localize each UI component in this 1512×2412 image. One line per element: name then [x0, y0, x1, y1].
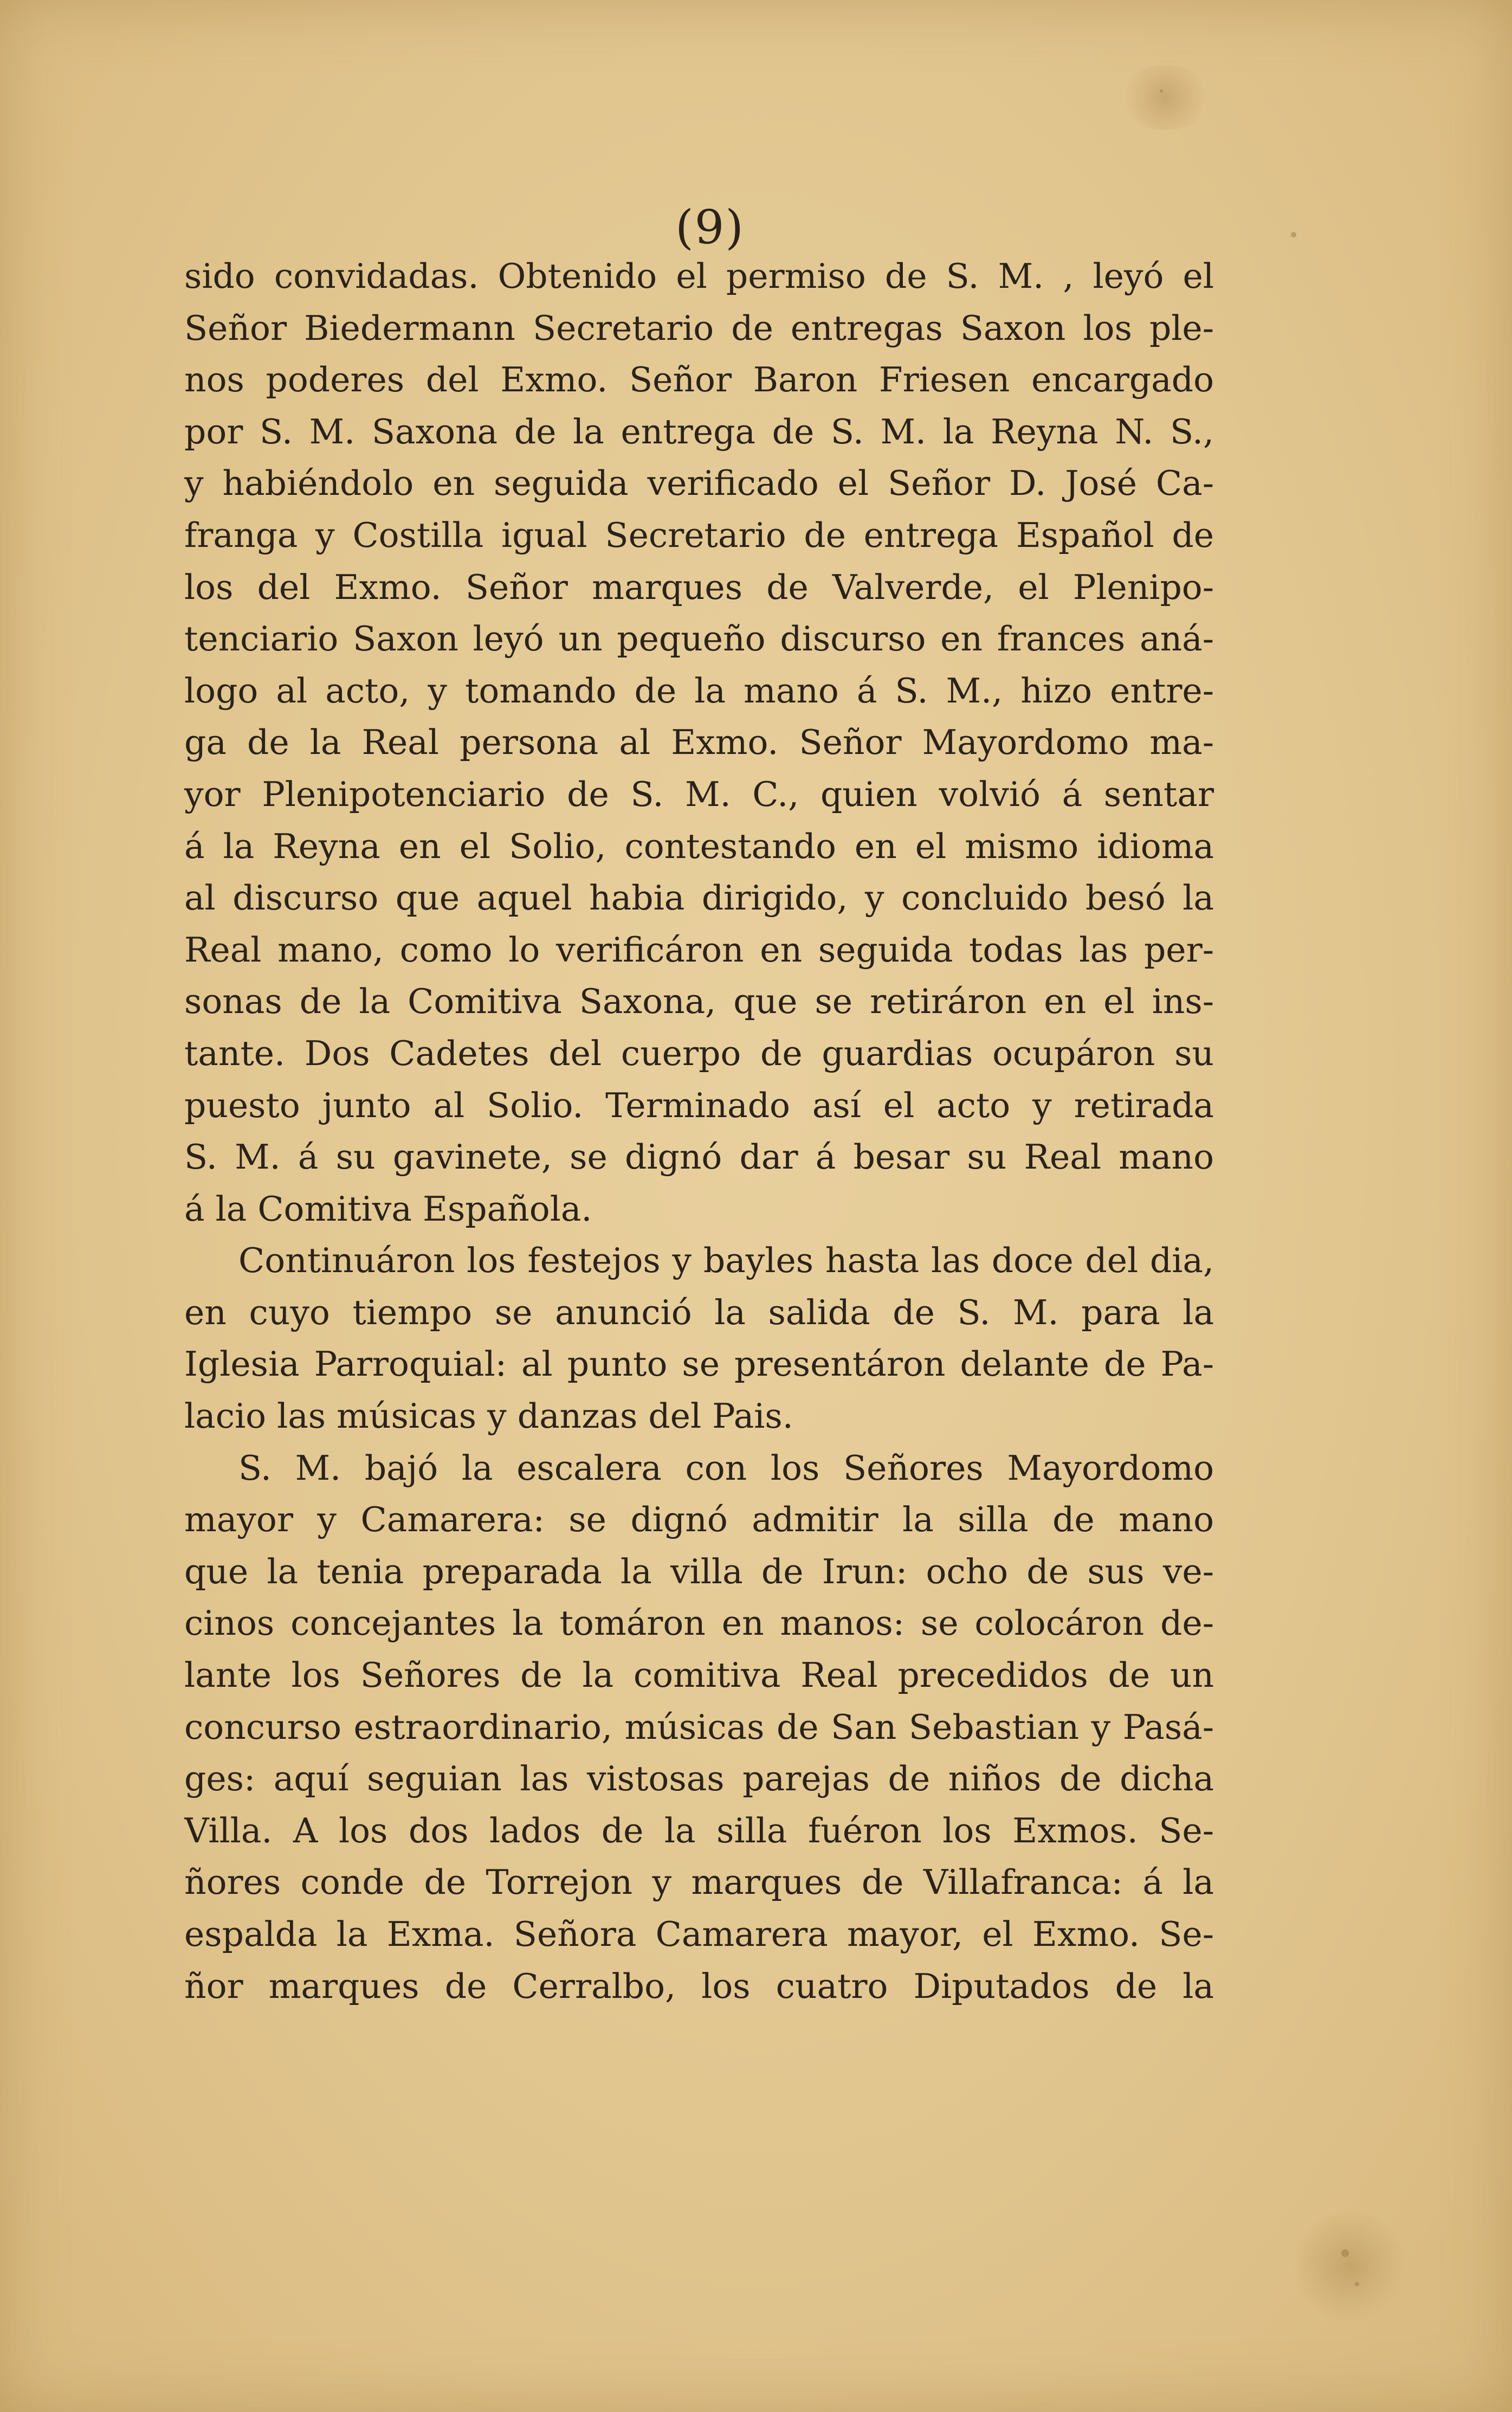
text-line: espalda la Exma. Señora Camarera mayor, el Exmo. Se- [184, 1914, 1214, 1954]
paper-speck [1341, 2249, 1349, 2257]
text-line: ges: aquí seguian las vistosas parejas de niños de dicha [184, 1759, 1214, 1799]
text-line: lante los Señores de la comitiva Real precedidos de un [184, 1655, 1214, 1695]
text-line: nos poderes del Exmo. Señor Baron Friesen encargado [184, 360, 1214, 400]
paper-speck [1291, 232, 1296, 237]
page-number: (9) [675, 201, 745, 255]
text-line: al discurso que aquel habia dirigido, y concluido besó la [184, 878, 1214, 918]
text-line: y habiéndolo en seguida verificado el Señor D. José Ca- [184, 463, 1214, 504]
paragraph-first-line: S. M. bajó la escalera con los Señores Mayordomo [238, 1448, 1214, 1488]
text-line: los del Exmo. Señor marques de Valverde, el Plenipo- [184, 567, 1214, 607]
text-line: sido convidadas. Obtenido el permiso de S. M. , leyó el [184, 256, 1214, 296]
paper-stain [1290, 2211, 1409, 2320]
text-line: á la Reyna en el Solio, contestando en el mismo idioma [184, 826, 1214, 866]
text-line: tante. Dos Cadetes del cuerpo de guardias ocupáron su [184, 1033, 1214, 1073]
paper-speck [1160, 89, 1163, 93]
text-line: puesto junto al Solio. Terminado así el acto y retirada [184, 1085, 1214, 1125]
text-line: ñores conde de Torrejon y marques de Villafranca: á la [184, 1862, 1214, 1902]
text-line: Iglesia Parroquial: al punto se presentáron delante de Pa- [184, 1344, 1214, 1384]
paper-stain [1116, 65, 1214, 130]
text-line: yor Plenipotenciario de S. M. C., quien volvió á sentar [184, 774, 1214, 814]
paragraph-first-line: Continuáron los festejos y bayles hasta las doce del dia, [238, 1241, 1214, 1281]
paper-speck [1355, 2282, 1359, 2286]
text-line: concurso estraordinario, músicas de San Sebastian y Pasá- [184, 1707, 1214, 1747]
text-line: Villa. A los dos lados de la silla fuéron los Exmos. Se- [184, 1810, 1214, 1850]
text-line: ga de la Real persona al Exmo. Señor Mayordomo ma- [184, 723, 1214, 763]
body-text [184, 250, 1214, 2012]
text-line: cinos concejantes la tomáron en manos: se colocáron de- [184, 1603, 1214, 1643]
paragraph-last-line: á la Comitiva Española. [184, 1189, 592, 1229]
text-line: franga y Costilla igual Secretario de entrega Español de [184, 515, 1214, 555]
text-line: mayor y Camarera: se dignó admitir la silla de mano [184, 1500, 1214, 1540]
text-line: tenciario Saxon leyó un pequeño discurso en frances aná- [184, 619, 1214, 659]
text-line: S. M. á su gavinete, se dignó dar á besar su Real mano [184, 1137, 1214, 1177]
paragraph-last-line: lacio las músicas y danzas del Pais. [184, 1396, 793, 1436]
text-line: ñor marques de Cerralbo, los cuatro Diputados de la [184, 1966, 1214, 2006]
text-line: Real mano, como lo verificáron en seguida todas las per- [184, 930, 1214, 970]
text-line: en cuyo tiempo se anunció la salida de S. M. para la [184, 1292, 1214, 1332]
text-line: logo al acto, y tomando de la mano á S. M., hizo entre- [184, 670, 1214, 711]
text-line: sonas de la Comitiva Saxona, que se retiráron en el ins- [184, 982, 1214, 1022]
text-line: Señor Biedermann Secretario de entregas Saxon los ple- [184, 308, 1214, 348]
text-line: que la tenia preparada la villa de Irun: ocho de sus ve- [184, 1551, 1214, 1591]
text-line: por S. M. Saxona de la entrega de S. M. la Reyna N. S., [184, 411, 1214, 452]
